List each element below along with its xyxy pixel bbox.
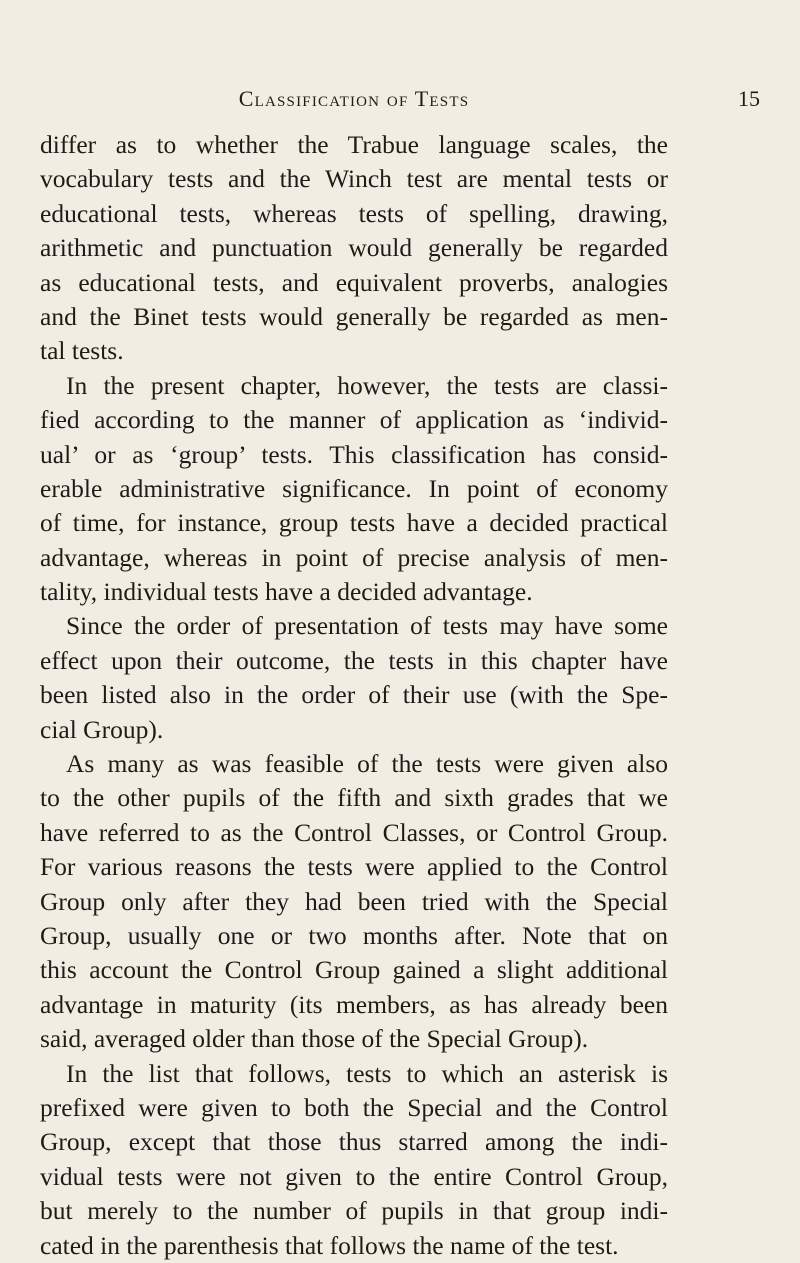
text-line: In the list that follows, tests to which an asterisk is bbox=[66, 1058, 668, 1088]
text-line: In the present chapter, however, the tests are classi- bbox=[66, 370, 668, 400]
text-line: but merely to the number of pupils in that group indi- bbox=[40, 1196, 668, 1226]
text-line: been listed also in the order of their use (with the Spe- bbox=[40, 680, 668, 710]
text-line: Since the order of presentation of tests may have some bbox=[66, 611, 668, 641]
text-line: tal tests. bbox=[40, 336, 124, 366]
text-line: fied according to the manner of application as ‘individ- bbox=[40, 405, 668, 435]
text-line: advantage in maturity (its members, as has already been bbox=[40, 989, 668, 1019]
text-line: cated in the parenthesis that follows the name of the test. bbox=[40, 1230, 619, 1260]
body-text bbox=[40, 128, 668, 1263]
text-line: and the Binet tests would generally be regarded as men- bbox=[40, 301, 668, 331]
text-line: arithmetic and punctuation would generally be regarded bbox=[40, 233, 668, 263]
text-line: Group, except that those thus starred among the indi- bbox=[40, 1127, 668, 1157]
text-line: vocabulary tests and the Winch test are mental tests or bbox=[40, 164, 668, 194]
text-line: tality, individual tests have a decided advantage. bbox=[40, 577, 533, 607]
text-line: vidual tests were not given to the entire Control Group, bbox=[40, 1161, 668, 1191]
text-line: this account the Control Group gained a slight additional bbox=[40, 955, 668, 985]
text-line: erable administrative significance. In point of economy bbox=[40, 473, 668, 503]
text-line: differ as to whether the Trabue language scales, the bbox=[40, 130, 668, 159]
text-line: effect upon their outcome, the tests in this chapter have bbox=[40, 645, 668, 675]
text-line: have referred to as the Control Classes, or Control Group. bbox=[40, 817, 668, 847]
text-line: as educational tests, and equivalent proverbs, analogies bbox=[40, 267, 668, 297]
text-line: educational tests, whereas tests of spelling, drawing, bbox=[40, 198, 668, 228]
text-line: For various reasons the tests were applied to the Control bbox=[40, 852, 668, 882]
text-line: Group, usually one or two months after. Note that on bbox=[40, 920, 668, 950]
text-line: prefixed were given to both the Special and the Control bbox=[40, 1092, 668, 1122]
running-head bbox=[40, 84, 760, 114]
text-line: advantage, whereas in point of precise analysis of men- bbox=[40, 542, 668, 572]
text-line: said, averaged older than those of the Special Group). bbox=[40, 1024, 589, 1054]
running-title: Classification of Tests bbox=[238, 86, 470, 111]
text-line: of time, for instance, group tests have a decided practical bbox=[40, 508, 668, 538]
text-line: to the other pupils of the fifth and sixth grades that we bbox=[40, 783, 668, 813]
page-number: 15 bbox=[738, 86, 760, 111]
text-line: cial Group). bbox=[40, 714, 164, 744]
text-line: Group only after they had been tried with the Special bbox=[40, 886, 668, 916]
text-line: As many as was feasible of the tests were given also bbox=[66, 749, 668, 779]
text-line: ual’ or as ‘group’ tests. This classification has consid- bbox=[40, 439, 668, 469]
